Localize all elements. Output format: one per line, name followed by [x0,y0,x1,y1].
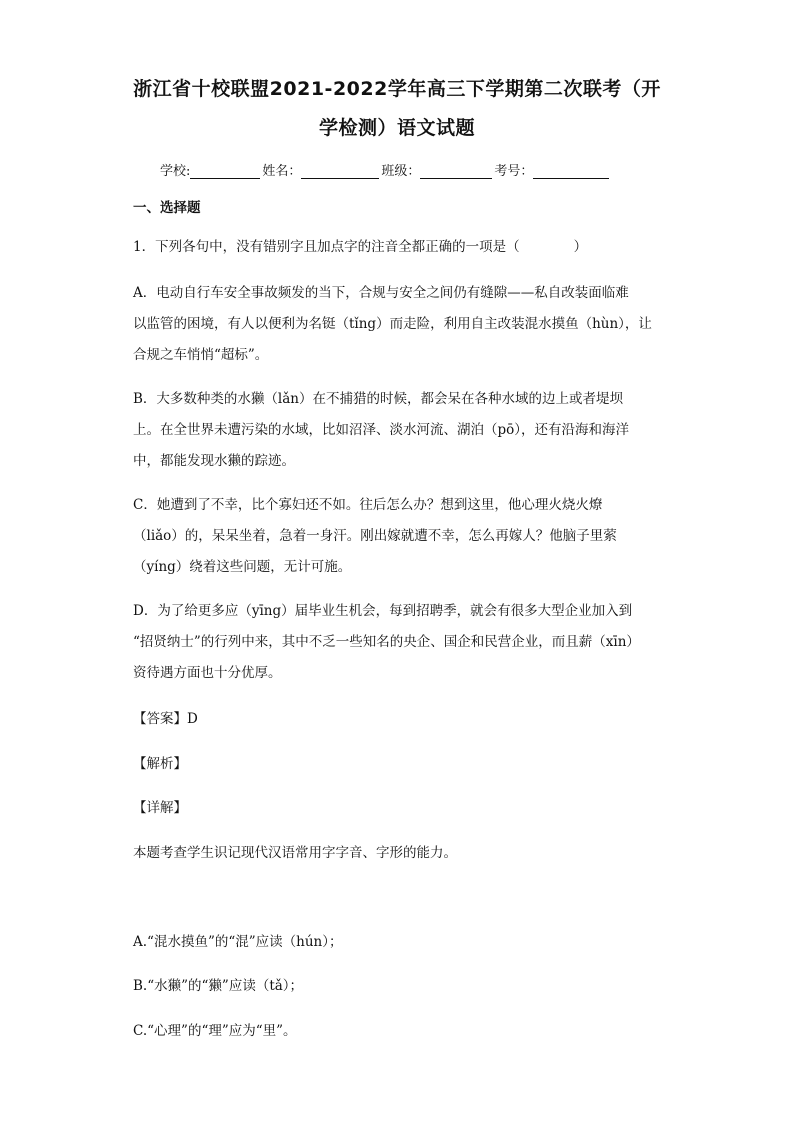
section-heading: 一、选择题 [133,200,201,216]
name-blank[interactable] [301,164,379,179]
school-blank[interactable] [190,164,260,179]
option-d-line-2: “招贤纳士”的行列中来，其中不乏一些知名的央企、国企和民营企业，而且薪（xīn） [133,634,640,650]
option-d-line-1: D．为了给更多应（yīng）届毕业生机会，每到招聘季，就会有很多大型企业加入到 [133,603,633,619]
option-a-line-2: 以监管的困境，有人以便利为名铤（tǐng）而走险，利用自主改装混水摸鱼（hùn），让 [133,316,652,332]
explanation-a: A.“混水摸鱼”的“混”应读（hún）； [133,934,343,950]
option-a-line-3: 合规之车悄悄“超标”。 [133,347,269,363]
exam-no-blank[interactable] [533,164,609,179]
exam-no-label: 考号： [494,164,534,179]
option-a-line-1: A．电动自行车安全事故频发的当下，合规与安全之间仍有缝隙——私自改装面临难 [133,285,629,301]
option-d-line-3: 资待遇方面也十分优厚。 [133,665,282,681]
exam-title-line-2: 学检测）语文试题 [318,117,475,139]
analysis-label: 【解析】 [133,756,187,772]
option-c-line-3: （yíng）绕着这些问题，无计可施。 [133,559,352,575]
answer-line: 【答案】D [133,711,198,727]
name-label: 姓名： [262,164,302,179]
explanation-b: B.“水獭”的“獭”应读（tǎ）； [133,978,304,994]
detail-text: 本题考查学生识记现代汉语常用字字音、字形的能力。 [133,845,457,861]
option-b-line-3: 中，都能发现水獭的踪迹。 [133,453,295,469]
exam-title-line-1: 浙江省十校联盟2021-2022学年高三下学期第二次联考（开 [133,78,661,100]
question-stem: 1．下列各句中，没有错别字且加点字的注音全都正确的一项是（ ） [133,239,588,255]
school-field [160,160,262,179]
name-field [262,160,381,179]
option-c-line-2: （liǎo）的，呆呆坐着，急着一身汗。刚出嫁就遭不幸，怎么再嫁人？他脑子里萦 [133,528,617,544]
option-b-line-2: 上。在全世界未遭污染的水域，比如沼泽、淡水河流、湖泊（pō），还有沿海和海洋 [133,422,630,438]
class-field [381,160,494,179]
detail-label: 【详解】 [133,800,187,816]
class-label: 班级： [381,164,421,179]
exam-no-field [494,160,611,179]
class-blank[interactable] [420,164,492,179]
option-b-line-1: B．大多数种类的水獭（lǎn）在不捕猎的时候，都会呆在各种水域的边上或者堤坝 [133,391,623,407]
explanation-c: C.“心理”的“理”应为“里”。 [133,1023,297,1039]
student-info-row [160,160,611,179]
option-c-line-1: C．她遭到了不幸，比个寡妇还不如。往后怎么办？想到这里，他心理火烧火燎 [133,497,603,513]
school-label: 学校: [160,164,191,179]
